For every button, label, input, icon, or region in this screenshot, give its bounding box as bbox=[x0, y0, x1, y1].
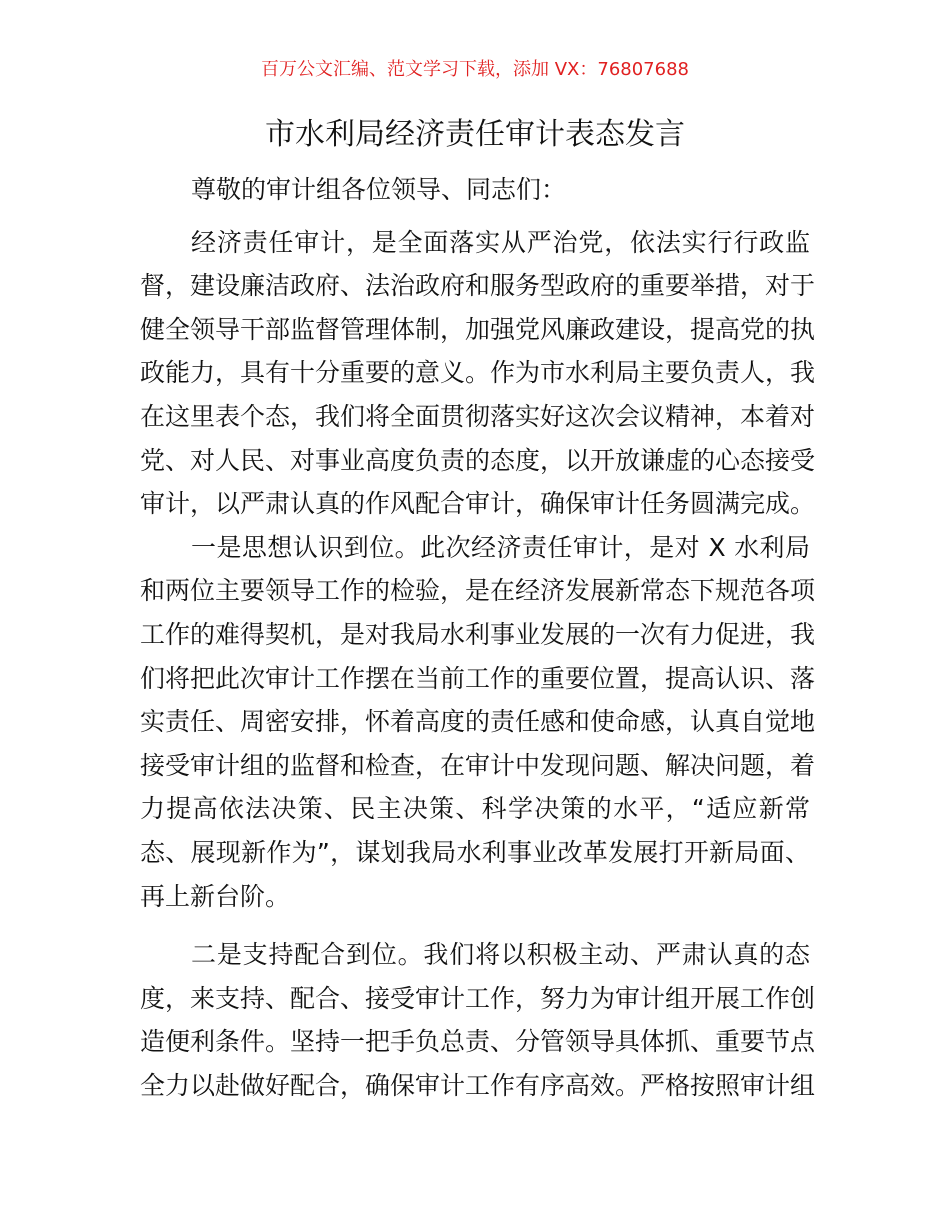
paragraph bbox=[140, 168, 810, 212]
text-line: 审计，以严肃认真的作风配合审计，确保审计任务圆满完成。 bbox=[140, 489, 816, 519]
text-line: 健全领导干部监督管理体制，加强党风廉政建设，提高党的执 bbox=[140, 314, 816, 344]
text-line: 实责任、周密安排，怀着高度的责任感和使命感，认真自觉地 bbox=[140, 707, 816, 737]
text-line: 一是思想认识到位。此次经济责任审计，是对 X 水利局 bbox=[191, 532, 810, 562]
document-body bbox=[140, 168, 816, 1107]
text-line: 造便利条件。坚持一把手负总责、分管领导具体抓、重要节点 bbox=[140, 1027, 816, 1057]
paragraph bbox=[140, 933, 816, 1107]
text-line: 政能力，具有十分重要的意义。作为市水利局主要负责人，我 bbox=[140, 358, 816, 388]
text-line: 们将把此次审计工作摆在当前工作的重要位置，提高认识、落 bbox=[140, 663, 816, 693]
text-line: 经济责任审计，是全面落实从严治党，依法实行行政监 bbox=[191, 227, 810, 257]
text-line: 工作的难得契机，是对我局水利事业发展的一次有力促进，我 bbox=[140, 619, 816, 649]
text-line: 力提高依法决策、民主决策、科学决策的水平，“适应新常 bbox=[140, 794, 810, 824]
text-line: 党、对人民、对事业高度负责的态度，以开放谦虚的心态接受 bbox=[140, 445, 816, 475]
text-line: 态、展现新作为”，谋划我局水利事业改革发展打开新局面、 bbox=[140, 837, 810, 867]
text-line: 接受审计组的监督和检查，在审计中发现问题、解决问题，着 bbox=[140, 750, 816, 780]
paragraph bbox=[140, 526, 816, 918]
paragraph bbox=[140, 221, 816, 526]
text-line: 在这里表个态，我们将全面贯彻落实好这次会议精神，本着对 bbox=[140, 401, 816, 431]
text-line: 尊敬的审计组各位领导、同志们： bbox=[191, 175, 567, 204]
text-line: 二是支持配合到位。我们将以积极主动、严肃认真的态 bbox=[191, 940, 810, 970]
text-line: 度，来支持、配合、接受审计工作，努力为审计组开展工作创 bbox=[140, 983, 816, 1013]
watermark-header: 百万公文汇编、范文学习下载，添加 VX：76807688 bbox=[261, 59, 689, 80]
text-line: 再上新台阶。 bbox=[140, 881, 291, 911]
text-line: 督，建设廉洁政府、法治政府和服务型政府的重要举措，对于 bbox=[140, 271, 816, 301]
text-line: 和两位主要领导工作的检验，是在经济发展新常态下规范各项 bbox=[140, 576, 816, 606]
document-title: 市水利局经济责任审计表态发言 bbox=[265, 117, 685, 152]
text-line: 全力以赴做好配合，确保审计工作有序高效。严格按照审计组 bbox=[140, 1070, 816, 1100]
